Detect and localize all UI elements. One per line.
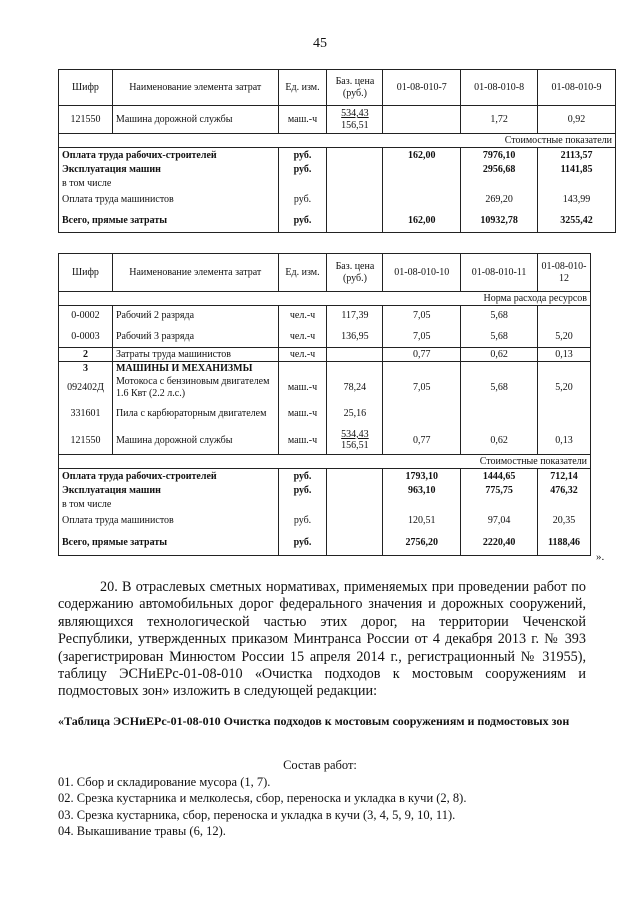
resource-table-2 <box>58 253 591 556</box>
table-row: 121550 Машина дорожной службы маш.-ч 534,43 156,51 1,72 0,92 <box>59 106 616 134</box>
table-row: в том числе <box>59 178 616 191</box>
table-row: 092402Д Мотокоса с бензиновым двигателем 1.6 Квт (2.2 л.с.) маш.-ч 78,24 7,05 5,68 5,20 <box>59 375 591 401</box>
list-item: 02. Срезка кустарника и мелколесья, сбор, переноска и укладка в кучи (2, 8). <box>58 791 467 806</box>
header-col-1: 01-08-010-10 <box>383 254 461 292</box>
section-label: Стоимостные показатели <box>59 134 616 148</box>
header-col-3: 01-08-010-12 <box>538 254 591 292</box>
operations-list <box>58 774 466 839</box>
table-row: Всего, прямые затраты руб. 2756,20 2220,40 1188,46 <box>59 530 591 556</box>
header-col-3: 01-08-010-9 <box>538 70 616 106</box>
table-row: в том числе <box>59 499 591 512</box>
table-row: 121550 Машина дорожной службы маш.-ч 534,43 156,51 0,77 0,62 0,13 <box>59 427 591 455</box>
resource-table-1 <box>58 69 616 233</box>
header-name: Наименование элемента затрат <box>112 254 278 292</box>
table-title: «Таблица ЭСНиЕРс-01-08-010 Очистка подходов к мостовым сооружениям и подмостовых зон <box>58 714 570 728</box>
amendment-paragraph: 20. В отраслевых сметных нормативах, применяемых при проведении работ по содержанию автомобильных дорог федерального значения и дорожных сооружений, являющихся технологической частью этих дорог, на территории Чеченской Республики, утвержденных приказом Минтранса России от 4 декабря 2013 г. № 393 (зарегистрирован Минюстом России 15 апреля 2014 г., регистрационный № 31955), таблицу ЭСНиЕРс-01-08-010 «Очистка подходов к мостовым сооружениям и подмостовых зон» изложить в следующей редакции: <box>58 579 586 700</box>
header-base-price: Баз. цена (руб.) <box>327 254 383 292</box>
table-row: 2 Затраты труда машинистов чел.-ч 0,77 0,62 0,13 <box>59 348 591 362</box>
table-row: 331601 Пила с карбюраторным двигателем маш.-ч 25,16 <box>59 401 591 427</box>
closing-quote: ». <box>596 551 605 563</box>
section-heading: 3 МАШИНЫ И МЕХАНИЗМЫ <box>59 362 591 375</box>
header-col-1: 01-08-010-7 <box>383 70 461 106</box>
table-row: 0-0002 Рабочий 2 разряда чел.-ч 117,39 7,05 5,68 <box>59 306 591 326</box>
table-row: Эксплуатация машин руб. 963,10 775,75 476,32 <box>59 484 591 499</box>
header-code: Шифр <box>59 70 113 106</box>
header-code: Шифр <box>59 254 113 292</box>
table-row: 0-0003 Рабочий 3 разряда чел.-ч 136,95 7,05 5,68 5,20 <box>59 326 591 348</box>
table-row: Оплата труда рабочих-строителей руб. 162,00 7976,10 2113,57 <box>59 148 616 163</box>
table-row: Оплата труда машинистов руб. 120,51 97,04 20,35 <box>59 512 591 530</box>
section-label: Стоимостные показатели <box>59 455 591 469</box>
header-unit: Ед. изм. <box>278 254 327 292</box>
header-name: Наименование элемента затрат <box>112 70 278 106</box>
table-row: Эксплуатация машин руб. 2956,68 1141,85 <box>59 163 616 178</box>
norm-label: Норма расхода ресурсов <box>59 292 591 306</box>
page-number: 45 <box>313 36 327 51</box>
list-item: 03. Срезка кустарника, сбор, переноска и укладка в кучи (3, 4, 5, 9, 10, 11). <box>58 807 456 822</box>
work-composition-label: Состав работ: <box>283 758 357 772</box>
table-row: Оплата труда рабочих-строителей руб. 1793,10 1444,65 712,14 <box>59 469 591 484</box>
header-col-2: 01-08-010-8 <box>461 70 538 106</box>
list-item: 04. Выкашивание травы (6, 12). <box>58 823 226 838</box>
header-base-price: Баз. цена (руб.) <box>327 70 383 106</box>
table-row: Оплата труда машинистов руб. 269,20 143,99 <box>59 191 616 209</box>
header-unit: Ед. изм. <box>278 70 327 106</box>
list-item: 01. Сбор и складирование мусора (1, 7). <box>58 775 271 789</box>
header-col-2: 01-08-010-11 <box>461 254 538 292</box>
table-row: Всего, прямые затраты руб. 162,00 10932,78 3255,42 <box>59 209 616 233</box>
